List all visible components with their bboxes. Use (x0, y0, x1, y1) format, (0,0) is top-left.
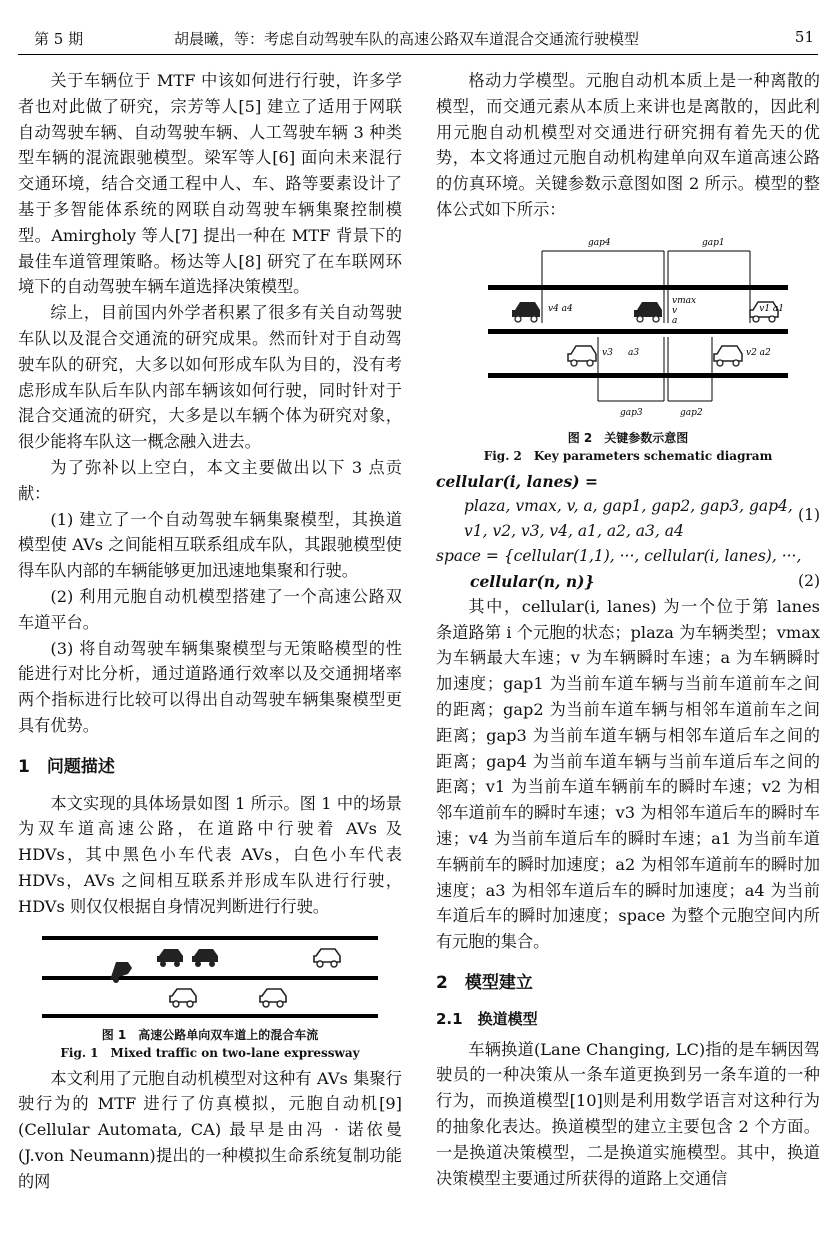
eq2-line1: space = {cellular(1,1), ···, cellular(i, lanes), ···, (436, 546, 802, 565)
figure-1-caption-cn: 图 1 高速公路单向双车道上的混合车流 (101, 1027, 319, 1042)
label-v1a1: v1 a1 (759, 303, 784, 314)
issue-number: 第 5 期 (34, 30, 84, 48)
paragraph: (2) 利用元胞自动机模型搭建了一个高速公路双车道平台。 (18, 586, 402, 632)
page-header (0, 0, 836, 52)
eq1-line1: cellular(i, lanes) = (436, 471, 598, 491)
figure-1-diagram (42, 934, 378, 1020)
running-title: 胡晨曦，等：考虑自动驾驶车队的高速公路双车道混合交通流行驶模型 (174, 30, 640, 48)
label-v4a4: v4 a4 (548, 303, 573, 314)
figure-2-caption-en: Fig. 2 Key parameters schematic diagram (483, 448, 773, 463)
paragraph: 本文实现的具体场景如图 1 所示。图 1 中的场景为双车道高速公路，在道路中行驶着 AVs 及 HDVs，其中黑色小车代表 AVs，白色小车代表 HDVs，AVs 之间相互联系并形成车队进行行驶，HDVs 则仅仅根据自身情况判断进行行驶。 (18, 793, 402, 916)
label-gap3: gap3 (620, 407, 643, 418)
section-heading: 2 模型建立 (436, 972, 533, 993)
figure-2-diagram (468, 233, 788, 423)
eq2-number: (2) (798, 571, 820, 590)
eq1-number: (1) (798, 505, 820, 524)
left-column (18, 68, 402, 1194)
eq1-line2: plaza, vmax, v, a, gap1, gap2, gap3, gap4, (464, 496, 793, 515)
paragraph: 为了弥补以上空白，本文主要做出以下 3 点贡献： (18, 457, 402, 503)
paragraph: 格动力学模型。元胞自动机本质上是一种离散的模型，而交通元素从本质上来讲也是离散的，因此利用元胞自动机模型对交通进行研究拥有着先天的优势，本文将通过元胞自动机构建单向双车道高速公路的仿真环境。关键参数示意图如图 2 所示。模型的整体公式如下所示： (436, 71, 820, 219)
figure-1 (42, 934, 378, 1020)
paragraph: 其中，cellular(i, lanes) 为一个位于第 lanes 条道路第 i 个元胞的状态；plaza 为车辆类型；vmax 为车辆最大车速；v 为车辆瞬时车速；a 为车辆瞬时加速度；gap1 为当前车道车辆与当前车道前车之间的距离；gap2 为当前车道车辆与相邻车道前车之间距离；gap3 为当前车道车辆与相邻车道后车之间的距离；gap4 为当前车道车辆与当前车道后车之间的距离；v1 为当前车道车辆前车的瞬时车速；v2 为相邻车道前车的瞬时车速；v3 为相邻车道后车的瞬时车速；v4 为当前车道后车的瞬时车速；a1 为当前车道车辆前车的瞬时加速度；a2 为相邻车道前车的瞬时加速度；a3 为相邻车道后车的瞬时加速度；a4 为当前车道后车的瞬时加速度；space 为整个元胞空间内所有元胞的集合。 (436, 596, 820, 952)
av-car-icon (512, 302, 662, 317)
label-a3: a3 (628, 347, 640, 358)
paragraph: 本文利用了元胞自动机模型对这种有 AVs 集聚行驶行为的 MTF 进行了仿真模拟，元胞自动机[9] (Cellular Automata, CA) 最早是由冯 · 诺依曼(J.von Neumann)提出的一种模拟生命系统复制功能的网 (18, 1068, 402, 1191)
paragraph: (1) 建立了一个自动驾驶车辆集聚模型，其换道模型使 AVs 之间能相互联系组成车队，其跟驰模型使得车队内部的车辆能够更加迅速地集聚和行驶。 (18, 509, 402, 581)
label-v3: v3 (602, 347, 613, 358)
paragraph: (3) 将自动驾驶车辆集聚模型与无策略模型的性能进行对比分析，通过道路通行效率以及交通拥堵率两个指标进行比较可以得出自动驾驶车辆集聚模型更具有优势。 (18, 638, 402, 735)
label-gap2: gap2 (680, 407, 703, 418)
label-gap4: gap4 (588, 237, 611, 248)
right-column (436, 68, 820, 1191)
figure-1-caption-en: Fig. 1 Mixed traffic on two-lane expressway (60, 1045, 360, 1060)
paragraph: 车辆换道(Lane Changing, LC)指的是车辆因驾驶员的一种决策从一条车道更换到另一条车道的一种行为，而换道模型[10]则是利用数学语言对这种行为的抽象化表达。换道模型的建立主要包含 2 个方面。一是换道决策模型，二是换道实施模型。其中，换道决策模型主要通过所获得的道路上交通信 (436, 1039, 820, 1188)
equation-2 (436, 544, 820, 594)
subsection-heading: 2.1 换道模型 (436, 1009, 538, 1028)
figure-2 (468, 233, 788, 423)
header-rule (18, 54, 818, 55)
label-vmax: vmax (672, 295, 697, 306)
page-number: 51 (794, 28, 814, 46)
label-v2a2: v2 a2 (746, 347, 771, 358)
label-gap1: gap1 (702, 237, 725, 248)
equation-1 (436, 469, 820, 544)
figure-2-caption-cn: 图 2 关键参数示意图 (567, 430, 689, 445)
eq2-line2: cellular(n, n)} (470, 571, 595, 591)
eq1-line3: v1, v2, v3, v4, a1, a2, a3, a4 (464, 521, 684, 540)
paragraph: 综上，目前国内外学者积累了很多有关自动驾驶车队以及混合交通流的研究成果。然而针对于自动驾驶车队的研究，大多以如何形成车队为目的，没有考虑形成车队后车队内部车辆该如何行驶，同时针对于混合交通流的研究，大多是以车辆个体为研究对象，很少能将车队这一概念融入进去。 (18, 303, 402, 452)
label-v: v (672, 305, 678, 316)
label-a: a (672, 315, 678, 326)
section-heading: 1 问题描述 (18, 756, 115, 777)
paragraph: 关于车辆位于 MTF 中该如何进行行驶，许多学者也对此做了研究，宗芳等人[5] 建立了适用于网联自动驾驶车辆、自动驾驶车辆、人工驾驶车辆 3 种类型车辆的混流跟驰模型。梁军等人[6] 面向未来混行交通环境，结合交通工程中人、车、路等要素设计了基于多智能体系统的网联自动驾驶车辆集聚控制模型。Amirgholy 等人[7] 提出一种在 MTF 背景下的最佳车道管理策略。杨达等人[8] 研究了在车联网环境下的自动驾驶车辆车道选择决策模型。 (18, 71, 402, 297)
